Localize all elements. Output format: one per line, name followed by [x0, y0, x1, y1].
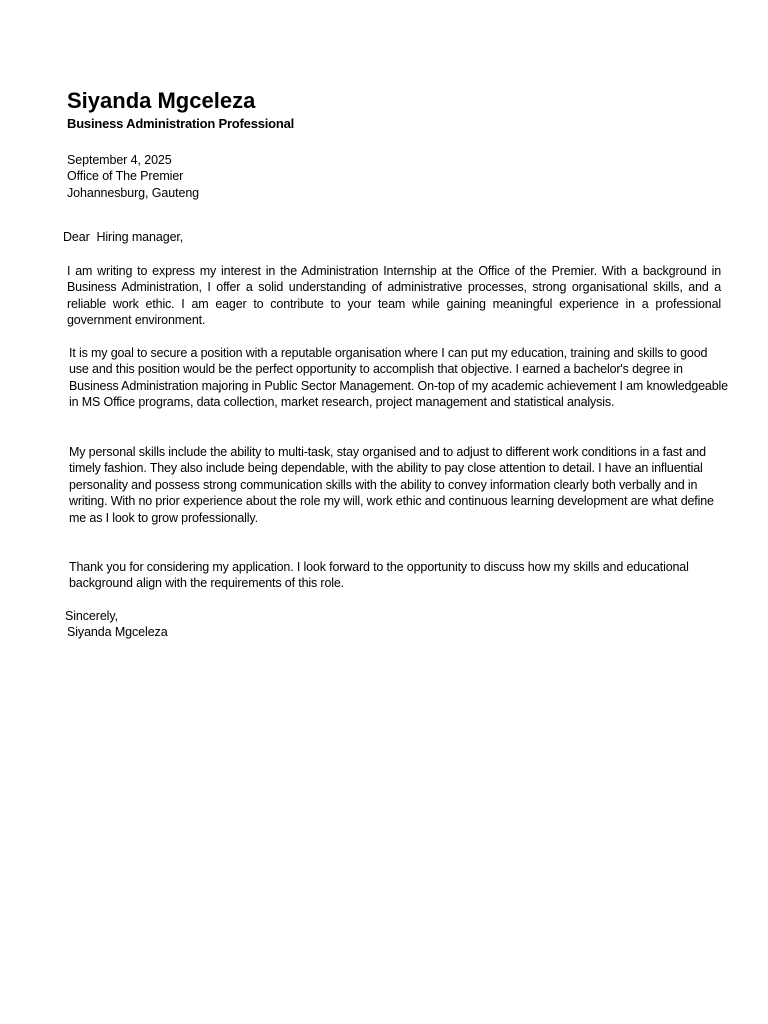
- letter-greeting: Dear Hiring manager,: [63, 230, 184, 244]
- recipient-location: Johannesburg, Gauteng: [67, 185, 200, 200]
- recipient-office: Office of The Premier: [67, 169, 184, 184]
- applicant-name: Siyanda Mgceleza: [67, 88, 256, 113]
- letter-date: September 4, 2025: [67, 153, 172, 167]
- letter-closing: [65, 608, 168, 641]
- closing-signature: Siyanda Mgceleza: [67, 625, 168, 640]
- closing-salutation: Sincerely,: [65, 609, 118, 623]
- applicant-title: Business Administration Professional: [67, 116, 295, 131]
- body-paragraph-4: Thank you for considering my application. I look forward to the opportunity to discuss how my skills and educational background align with the requirements of this role.: [69, 560, 689, 591]
- body-paragraph-2: It is my goal to secure a position with a reputable organisation where I can put my education, training and skills to good use and this position would be the perfect opportunity to accomplish that objective. I earned a bachelor's degree in Business Administration majoring in Public Sector Management. On-top of my academic achievement I am knowledgeable in MS Office programs, data collection, market research, project management and statistical analysis.: [69, 346, 728, 410]
- letter-meta: [67, 152, 199, 201]
- body-paragraph-1: I am writing to express my interest in the Administration Internship at the Office of the Premier. With a background in Business Administration, I offer a solid understanding of administrative processes, strong organisational skills, and a reliable work ethic. I am eager to contribute to your team while gaining meaningful experience in a professional government environment.: [67, 264, 721, 328]
- body-paragraph-3: My personal skills include the ability to multi-task, stay organised and to adjust to different work conditions in a fast and timely fashion. They also include being dependable, with the ability to pay close attention to detail. I have an influential personality and possess strong communication skills with the ability to convey information clearly both verbally and in writing. With no prior experience about the role my will, work ethic and continuous learning development are what define me as I look to grow professionally.: [69, 445, 714, 525]
